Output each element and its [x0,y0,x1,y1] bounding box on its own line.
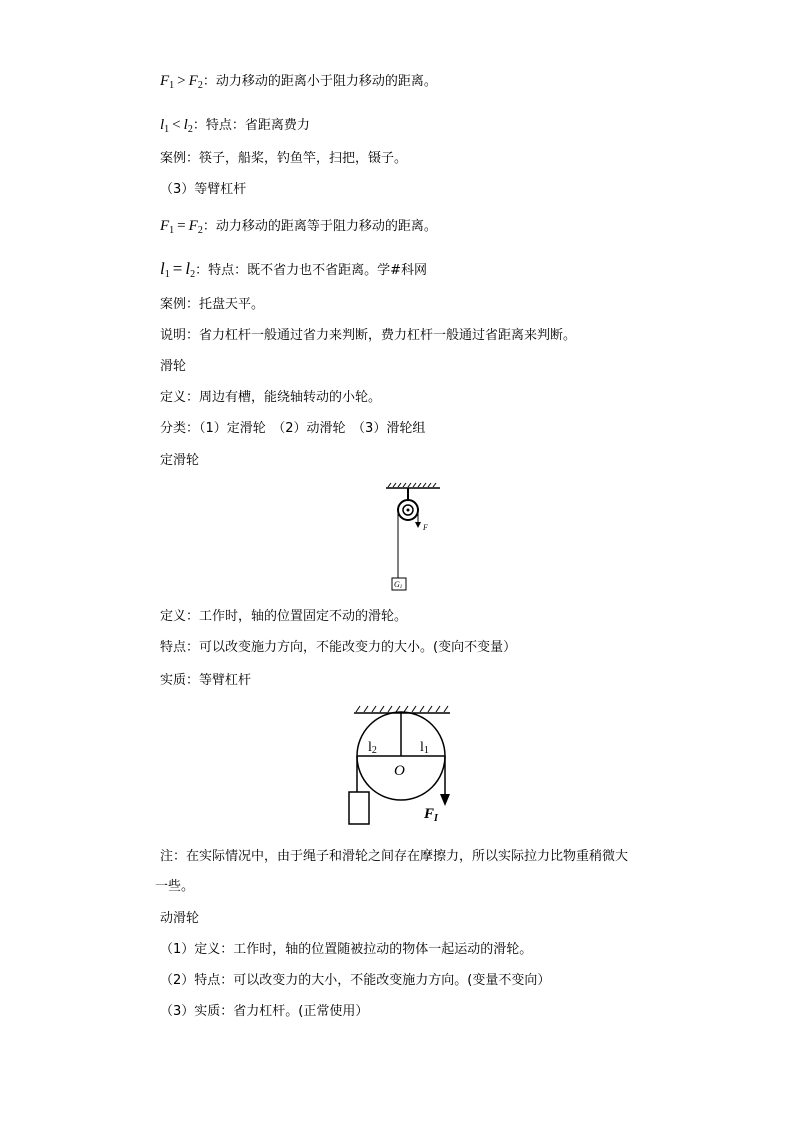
text-line: （3）实质：省力杠杆。(正常使用） [160,1004,369,1019]
equal-arm-lever-figure [340,700,460,826]
section-heading: 定滑轮 [160,453,200,468]
text-line: 实质：等臂杠杆 [160,673,252,688]
text-line: 特点：可以改变施力方向，不能改变力的大小。(变向不变量） [160,640,517,655]
line-text: ：动力移动的距离等于阻力移动的距离。 [202,219,437,234]
text-line: 注：在实际情况中，由于绳子和滑轮之间存在摩擦力，所以实际拉力比物重稍微大 [160,849,629,864]
math-line-l1-eq-l2 [160,260,427,284]
math-line-f1-gt-f2 [160,72,437,95]
force-label: $F_I$ [424,806,438,824]
math-line-l1-lt-l2 [160,116,310,139]
math-line-f1-eq-f2 [160,217,437,240]
line-text: ：特点：省距离费力 [192,118,310,133]
text-line: （1）定义：工作时，轴的位置随被拉动的物体一起运动的滑轮。 [160,942,533,957]
text-line: 案例：托盘天平。 [160,297,265,312]
line-text: ：动力移动的距离小于阻力移动的距离。 [202,74,437,89]
arm-l2-label: l2 [368,740,377,756]
text-line: 定义：工作时，轴的位置固定不动的滑轮。 [160,609,408,624]
formula: $l_1 = l_2$ [160,259,196,280]
formula: $F_1 > F_2$ [160,73,203,91]
section-heading: 滑轮 [160,359,187,374]
text-line: （2）特点：可以改变力的大小，不能改变施力方向。(变量不变向） [160,973,551,988]
arm-l1-label: l1 [420,740,429,756]
text-line: 说明：省力杠杆一般通过省力来判断，费力杠杆一般通过省距离来判断。 [160,328,577,343]
text-line: 定义：周边有槽，能绕轴转动的小轮。 [160,390,382,405]
fixed-pulley-figure [380,480,450,594]
text-line: 分类：（1）定滑轮 （2）动滑轮 （3）滑轮组 [160,421,426,436]
text-line: （3）等臂杠杆 [160,182,247,197]
force-label: F [423,523,428,532]
text-line: 案例：筷子，船桨，钓鱼竿，扫把，镊子。 [160,151,408,166]
text-line: 一些。 [155,879,195,894]
formula: $F_1 = F_2$ [160,218,203,236]
section-heading: 动滑轮 [160,911,200,926]
weight-label: G1 [394,580,403,590]
formula: $l_1 < l_2$ [160,117,193,135]
line-text: ：特点：既不省力也不省距离。学#科网 [195,263,427,278]
pivot-label: O [394,763,405,779]
